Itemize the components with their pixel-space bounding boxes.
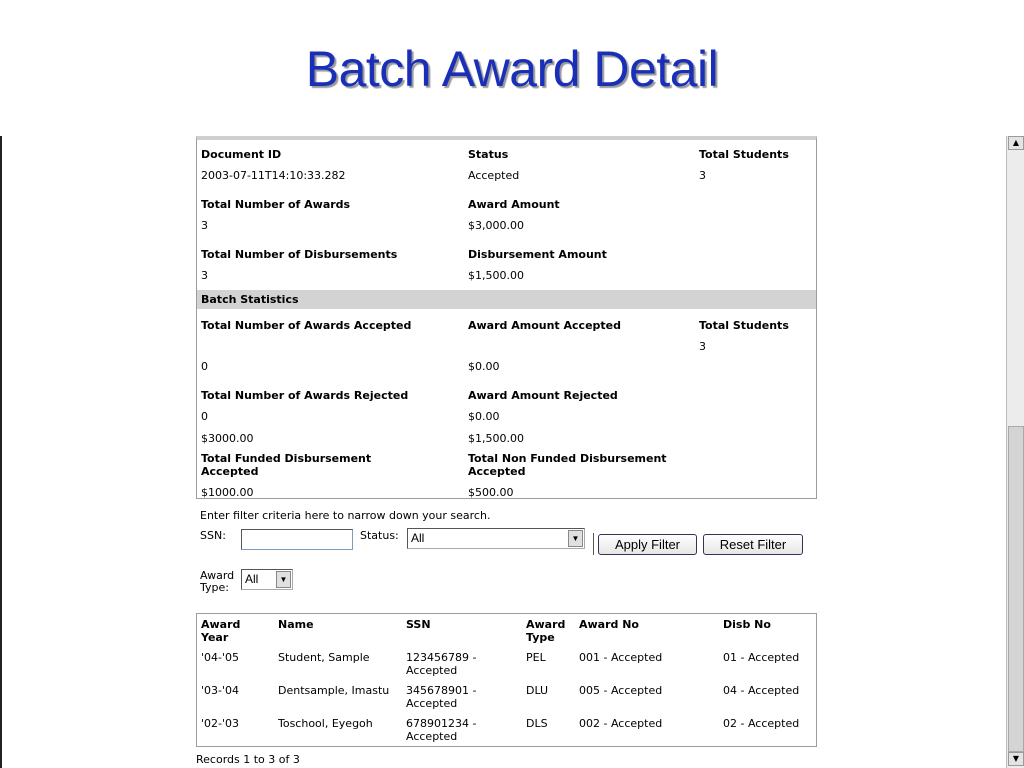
col-ssn: SSN xyxy=(406,618,431,631)
nonfunded-disbursement-label-line1: Total Non Funded Disbursement xyxy=(468,452,667,465)
award-amount-value: $3,000.00 xyxy=(468,219,524,232)
ssn-input[interactable] xyxy=(241,529,353,550)
row-ssn-line2: Accepted xyxy=(406,697,458,710)
row-disb-no: 04 - Accepted xyxy=(723,684,800,697)
award-type-label-line1: Award xyxy=(200,569,235,582)
award-type-label xyxy=(200,570,234,594)
reset-filter-button[interactable]: Reset Filter xyxy=(703,534,803,555)
nonfunded-total-value: $1,500.00 xyxy=(468,432,524,445)
award-amount-label: Award Amount xyxy=(468,198,560,211)
row-name: Dentsample, Imastu xyxy=(278,684,390,697)
stats-total-students-value: 3 xyxy=(699,340,706,353)
col-award-type-line1: Award xyxy=(526,618,566,631)
awards-accepted-value: 0 xyxy=(201,360,208,373)
row-ssn-line2: Accepted xyxy=(406,730,458,743)
row-award-year: '04-'05 xyxy=(201,651,240,664)
row-award-no: 001 - Accepted xyxy=(579,651,663,664)
document-id-label: Document ID xyxy=(201,148,282,161)
total-awards-value: 3 xyxy=(201,219,208,232)
amount-rejected-label: Award Amount Rejected xyxy=(468,389,618,402)
funded-disbursement-label-line2: Accepted xyxy=(201,465,259,478)
row-award-type: DLS xyxy=(526,717,548,730)
funded-disbursement-label-line1: Total Funded Disbursement xyxy=(201,452,372,465)
award-type-select-value: All xyxy=(245,572,259,586)
status-label: Status xyxy=(468,148,509,161)
chevron-down-icon[interactable]: ▼ xyxy=(276,571,291,588)
batch-statistics-header: Batch Statistics xyxy=(197,290,816,309)
total-disbursements-value: 3 xyxy=(201,269,208,282)
award-type-label-line2: Type: xyxy=(200,581,229,594)
apply-filter-button[interactable]: Apply Filter xyxy=(598,534,697,555)
nonfunded-disbursement-value: $500.00 xyxy=(468,486,514,499)
nonfunded-disbursement-label-line2: Accepted xyxy=(468,465,526,478)
batch-detail-panel xyxy=(196,136,817,499)
frame-border xyxy=(0,136,2,768)
total-students-value: 3 xyxy=(699,169,706,182)
row-ssn-line1: 123456789 - xyxy=(406,651,477,664)
awards-rejected-value: 0 xyxy=(201,410,208,423)
scroll-thumb[interactable] xyxy=(1008,426,1024,752)
arrow-down-icon[interactable]: ▼ xyxy=(1008,752,1024,766)
status-select[interactable] xyxy=(407,528,585,549)
status-filter-label: Status: xyxy=(360,529,399,542)
awards-accepted-label: Total Number of Awards Accepted xyxy=(201,319,412,332)
ssn-label: SSN: xyxy=(200,529,226,542)
status-select-value: All xyxy=(411,531,425,545)
row-award-no: 005 - Accepted xyxy=(579,684,663,697)
chevron-down-icon[interactable]: ▼ xyxy=(568,530,583,547)
row-name: Toschool, Eyegoh xyxy=(278,717,373,730)
col-award-type-line2: Type xyxy=(526,631,555,644)
status-value: Accepted xyxy=(468,169,520,182)
col-award-year-line2: Year xyxy=(201,631,229,644)
toolbar-separator xyxy=(593,533,594,555)
row-award-year: '02-'03 xyxy=(201,717,240,730)
col-name: Name xyxy=(278,618,314,631)
disbursement-amount-label: Disbursement Amount xyxy=(468,248,607,261)
row-ssn-line2: Accepted xyxy=(406,664,458,677)
amount-accepted-label: Award Amount Accepted xyxy=(468,319,621,332)
arrow-up-icon[interactable]: ▲ xyxy=(1008,136,1024,150)
funded-total-value: $3000.00 xyxy=(201,432,254,445)
funded-disbursement-value: $1000.00 xyxy=(201,486,254,499)
records-count: Records 1 to 3 of 3 xyxy=(196,753,300,766)
vertical-scrollbar[interactable] xyxy=(1006,136,1024,768)
row-ssn-line1: 678901234 - xyxy=(406,717,477,730)
col-award-no: Award No xyxy=(579,618,639,631)
col-award-year-line1: Award xyxy=(201,618,241,631)
row-ssn-line1: 345678901 - xyxy=(406,684,477,697)
total-disbursements-label: Total Number of Disbursements xyxy=(201,248,398,261)
awards-rejected-label: Total Number of Awards Rejected xyxy=(201,389,409,402)
total-awards-label: Total Number of Awards xyxy=(201,198,351,211)
stats-total-students-label: Total Students xyxy=(699,319,789,332)
row-disb-no: 02 - Accepted xyxy=(723,717,800,730)
award-type-select[interactable] xyxy=(241,569,293,590)
awards-table xyxy=(196,613,817,747)
col-disb-no: Disb No xyxy=(723,618,771,631)
document-id-value: 2003-07-11T14:10:33.282 xyxy=(201,169,346,182)
row-award-type: PEL xyxy=(526,651,546,664)
amount-accepted-value: $0.00 xyxy=(468,360,500,373)
amount-rejected-value: $0.00 xyxy=(468,410,500,423)
filter-hint: Enter filter criteria here to narrow down your search. xyxy=(200,509,491,522)
row-award-type: DLU xyxy=(526,684,549,697)
row-award-year: '03-'04 xyxy=(201,684,240,697)
disbursement-amount-value: $1,500.00 xyxy=(468,269,524,282)
page-title: Batch Award Detail xyxy=(305,41,719,97)
row-disb-no: 01 - Accepted xyxy=(723,651,800,664)
row-award-no: 002 - Accepted xyxy=(579,717,663,730)
total-students-label: Total Students xyxy=(699,148,789,161)
row-name: Student, Sample xyxy=(278,651,370,664)
